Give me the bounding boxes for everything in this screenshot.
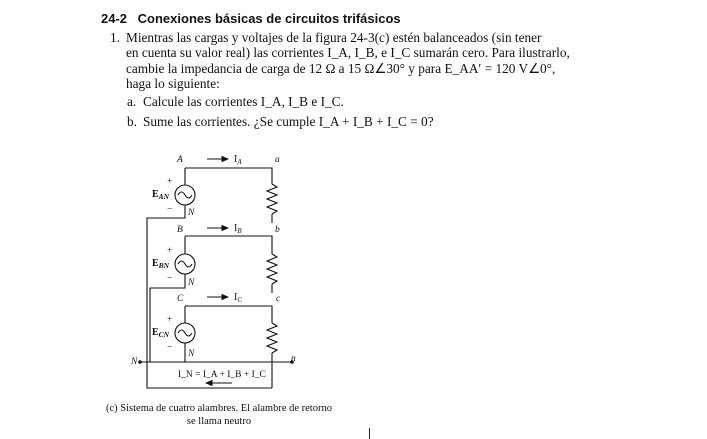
line-b xyxy=(185,236,272,254)
label-ecn: $E_{CN}$ xyxy=(152,327,170,339)
line-a xyxy=(185,168,272,184)
node-label-A: A xyxy=(177,155,183,165)
node-label-c: c xyxy=(276,294,281,304)
plus-cn: + xyxy=(167,315,173,325)
figure-caption xyxy=(96,402,342,428)
problem-number: 1. xyxy=(110,30,120,45)
problem-line: Mientras las cargas y voltajes de la figura 24-3(c) estén balanceados (sin tener xyxy=(126,30,542,45)
problem-line: en cuenta su valor real) las corrientes I_A, I_B, e I_C sumarán cero. Para ilustrarlo, xyxy=(126,45,570,61)
node-label-a: a xyxy=(275,155,280,165)
node-n-an: N xyxy=(188,208,195,218)
part-letter: b. xyxy=(127,114,137,129)
label-ebn: $E_{BN}$ xyxy=(152,258,170,270)
wire-phase-a xyxy=(147,168,272,388)
node-dot-n-source xyxy=(138,360,142,364)
current-label-ib: $I_B$ xyxy=(234,223,242,235)
minus-bn: − xyxy=(167,274,173,284)
load-b-resistor xyxy=(267,254,277,284)
load-a-resistor xyxy=(267,184,277,214)
minus-an: − xyxy=(167,205,173,215)
caption-line: (c) Sistema de cuatro alambres. El alambre de retorno xyxy=(106,403,332,414)
line-c xyxy=(185,306,272,323)
current-label-ic: $I_C$ xyxy=(234,292,243,304)
plus-bn: + xyxy=(167,246,173,256)
part-text: Sume las corrientes. ¿Se cumple I_A + I_B + I_C = 0? xyxy=(143,114,434,129)
part-letter: a. xyxy=(127,94,137,109)
caption-line: se llama neutro xyxy=(186,416,252,427)
node-label-N: N xyxy=(131,357,138,367)
node-label-n: n xyxy=(291,354,296,364)
minus-cn: − xyxy=(167,343,173,353)
node-label-B: B xyxy=(177,225,183,235)
section-number: 24-2 xyxy=(101,11,128,26)
node-label-C: C xyxy=(177,294,184,304)
section-title: Conexiones básicas de circuitos trifásicos xyxy=(137,11,401,26)
neutral-current-equation: I_N = I_A + I_B + I_C xyxy=(178,370,266,380)
text-cursor xyxy=(369,428,370,439)
node-n-bn: N xyxy=(188,278,195,288)
load-c-resistor xyxy=(267,323,277,353)
part-text: Calcule las corrientes I_A, I_B e I_C. xyxy=(143,94,344,109)
problem-line: cambie la impedancia de carga de 12 Ω a 15 Ω∠30° y para E_AA′ = 120 V∠0°, xyxy=(126,60,556,76)
current-label-ia: $I_A$ xyxy=(234,154,242,166)
node-n-cn: N xyxy=(188,349,195,359)
label-ean: $E_{AN}$ xyxy=(152,189,170,201)
problem-line: haga lo siguiente: xyxy=(126,76,220,92)
plus-an: + xyxy=(167,177,173,187)
node-label-b: b xyxy=(275,225,280,235)
